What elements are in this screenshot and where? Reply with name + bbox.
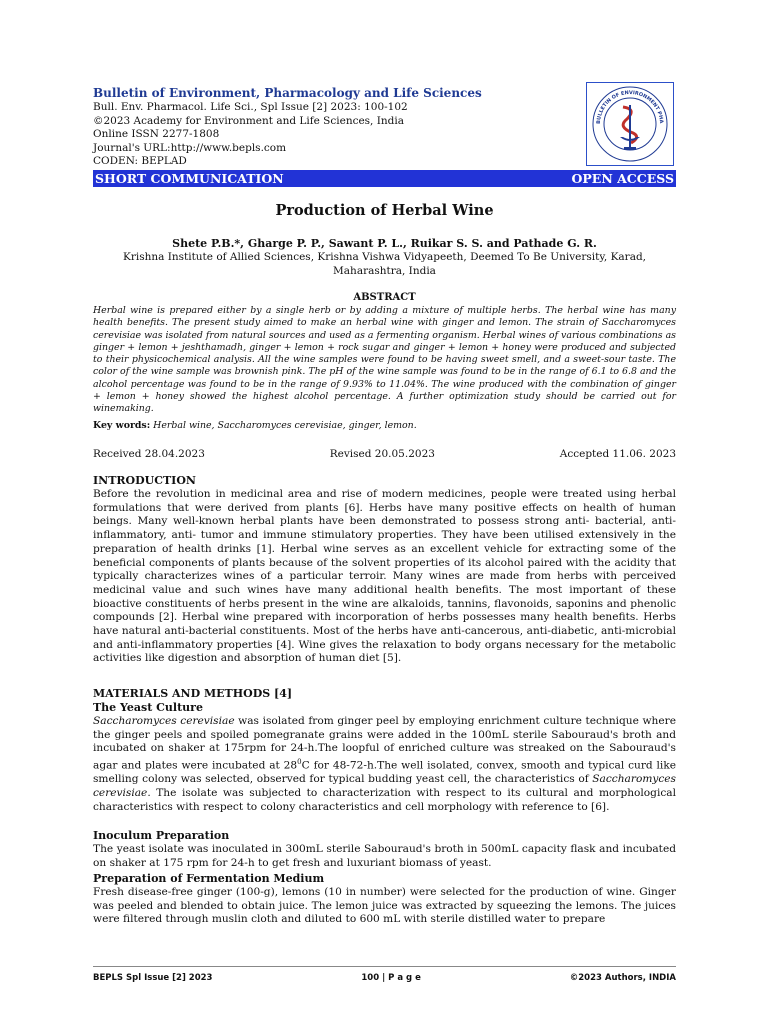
keywords-list: Herbal wine, Saccharomyces cerevisiae, ginger, lemon.: [153, 420, 417, 431]
accepted-date: Accepted 11.06. 2023: [559, 448, 676, 460]
species-name: Saccharomyces cerevisiae: [93, 715, 235, 727]
introduction-heading: INTRODUCTION: [93, 474, 196, 487]
citation: Bull. Env. Pharmacol. Life Sci., Spl Issue [2] 2023: 100-102: [93, 101, 408, 113]
journal-url[interactable]: Journal's URL:http://www.bepls.com: [93, 141, 287, 154]
logo-text: BULLETIN OF ENVIRONMENT PHA: [595, 89, 665, 125]
keywords-label: Key words:: [93, 420, 151, 431]
abstract-text: Herbal wine is prepared either by a single herb or by adding a mixture of multiple herbs. The herbal wine has many health benefits. The present study aimed to make an herbal wine with ginger and lemon. The strain of Saccharomyces cerevisiae was isolated from natural sources and used as a fermenting organism. Herbal wines of various combinations as ginger + lemon + jeshthamadh, ginger + lemon + rock sugar and ginger + lemon + honey were produced and subjected to their physicochemical analysis. All the wine samples were found to be having sweet smell, and a sweet-sour taste. The color of the wine sample was brownish pink. The pH of the wine sample was found to be in the range of 6.1 to 6.8 and the alcohol percentage was found to be in the range of 9.93% to 11.04%. The wine produced with the combination of ginger + lemon + honey showed the highest alcohol percentage. A further optimization study should be carried out for winemaking.: [93, 305, 676, 415]
journal-title[interactable]: Bulletin of Environment, Pharmacology and Life Sciences: [93, 86, 482, 100]
yeast-culture-heading: The Yeast Culture: [93, 701, 203, 714]
article-dates: [93, 448, 676, 460]
inoculum-heading: Inoculum Preparation: [93, 829, 230, 842]
abstract-heading: ABSTRACT: [353, 292, 416, 303]
footer-issue: BEPLS Spl Issue [2] 2023: [93, 973, 213, 983]
received-date: Received 28.04.2023: [93, 448, 205, 460]
degree-superscript: 0: [297, 758, 302, 767]
affiliation: [93, 250, 676, 278]
article-authors: Shete P.B.*, Gharge P. P., Sawant P. L., Ruikar S. S. and Pathade G. R.: [172, 237, 597, 250]
journal-header: [93, 86, 676, 170]
open-access-label: OPEN ACCESS: [571, 171, 674, 186]
issn: Online ISSN 2277-1808: [93, 128, 220, 141]
fermentation-medium-heading: Preparation of Fermentation Medium: [93, 872, 325, 885]
yeast-text-part-1: was isolated from ginger peel by employing enrichment culture technique where the ginger peels and spoiled pomegranate grains were added in the 100mL sterile Sabouraud's broth and incubated on shaker at 175rpm for 24-h.The loopful of enriched culture was streaked on the Sabouraud's agar and plates were incubated at 28: [93, 715, 676, 772]
copyright: ©2023 Academy for Environment and Life Sciences, India: [93, 114, 404, 127]
species-name-2: Saccharomyces cerevisiae: [93, 773, 676, 800]
journal-logo: [586, 82, 674, 166]
article-type-banner: [93, 170, 676, 187]
introduction-text: Before the revolution in medicinal area and rise of modern medicines, people were treated using herbal formulations that were derived from plants [6]. Herbs have many positive effects on health of human beings. Many well-known herbal plants have been demonstrated to possess strong anti- bacterial, anti-inflammatory, anti- tumor and immune stimulatory properties. They have been utilised extensively in the preparation of health drinks [1]. Herbal wine serves as an excellent vehicle for extracting some of the beneficial components of plants because of the solvent properties of its alcohol paired with the acidity that typically characterizes wines of a particular terroir. Many wines are made from herbs with perceived medicinal value and such wines have many additional health benefits. The most important of these bioactive constituents of herbs present in the wine are alkaloids, tannins, flavonoids, saponins and phenolic compounds [2]. Herbal wine prepared with incorporation of herbs possesses many health benefits. Herbs have natural anti-bacterial constituents. Most of the herbs have anti-cancerous, anti-diabetic, anti-microbial and anti-inflammatory properties [4]. Wine gives the relaxation to body organs necessary for the metabolic activities like digestion and absorption of human diet [5].: [93, 488, 676, 665]
article-title: Production of Herbal Wine: [275, 202, 494, 219]
yeast-text-part-2: C for 48-72-h.The well isolated, convex, smooth and typical curd like smelling colony was selected, observed for typical budding yeast cell, the characteristics of: [93, 759, 677, 786]
keywords: [93, 420, 676, 431]
fermentation-medium-text: Fresh disease-free ginger (100-g), lemons (10 in number) were selected for the production of wine. Ginger was peeled and blended to obtain juice. The lemon juice was extracted by squeezing the lemons. The juices were filtered through muslin cloth and diluted to 600 mL with sterile distilled water to prepare: [93, 886, 676, 926]
page-footer: [93, 966, 676, 983]
inoculum-text: The yeast isolate was inoculated in 300mL sterile Sabouraud's broth in 500mL capacity flask and incubated on shaker at 175 rpm for 24-h to get fresh and luxuriant biomass of yeast.: [93, 843, 676, 869]
yeast-text-part-3: . The isolate was subjected to characterization with respect to its cultural and morphological characteristics with respect to colony characteristics and cell morphology with reference to [6].: [93, 787, 676, 813]
page-number: 100 | P a g e: [361, 973, 421, 983]
short-communication-label: SHORT COMMUNICATION: [95, 171, 284, 186]
revised-date: Revised 20.05.2023: [329, 448, 435, 460]
affiliation-line-2: Maharashtra, India: [333, 265, 436, 277]
logo-emblem-icon: [587, 83, 673, 165]
methods-heading: MATERIALS AND METHODS [4]: [93, 687, 293, 700]
yeast-culture-text: [93, 715, 676, 814]
footer-copyright: ©2023 Authors, INDIA: [569, 973, 676, 983]
coden: CODEN: BEPLAD: [93, 155, 187, 168]
affiliation-line-1: Krishna Institute of Allied Sciences, Krishna Vishwa Vidyapeeth, Deemed To Be University, Karad,: [122, 251, 647, 263]
